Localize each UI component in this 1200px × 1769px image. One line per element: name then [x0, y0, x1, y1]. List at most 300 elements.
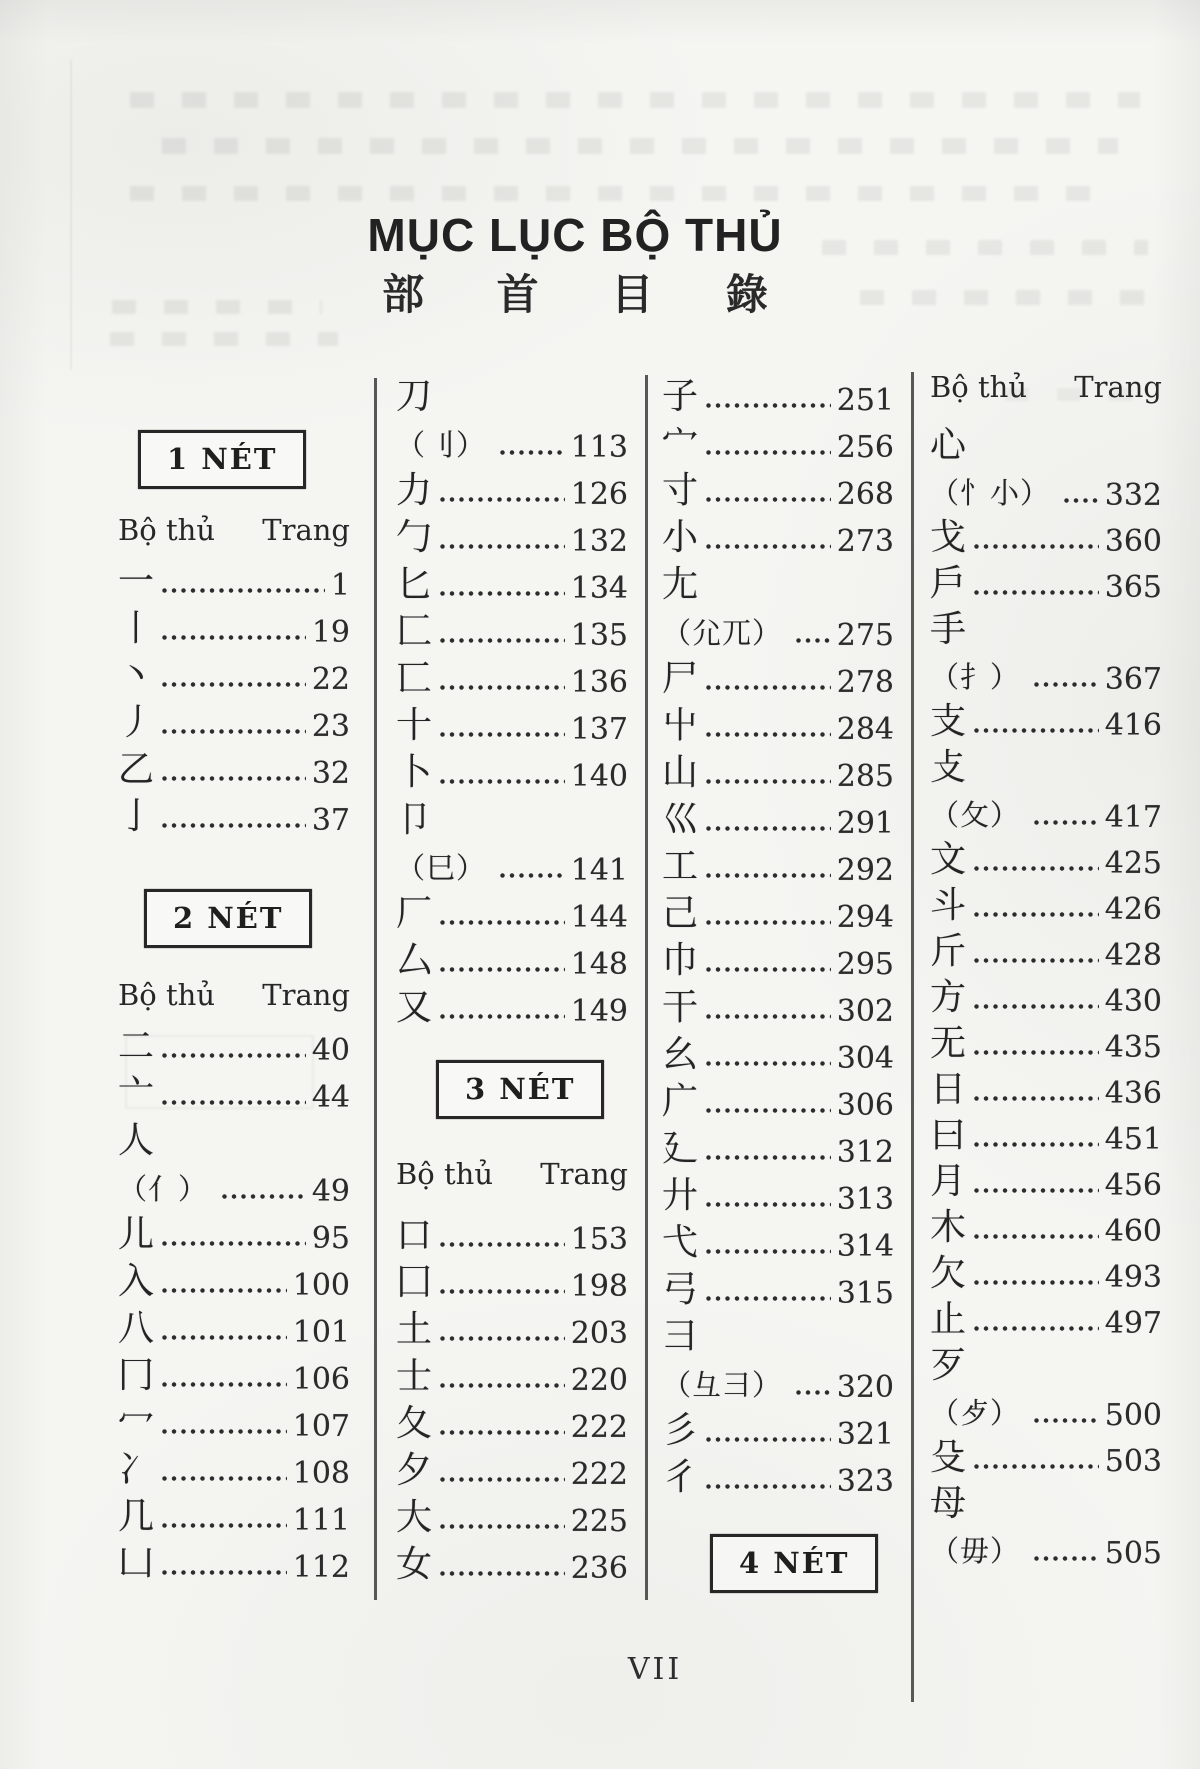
dotted-leader — [500, 450, 565, 455]
radical-entry — [118, 1071, 350, 1118]
radical-entry — [930, 700, 1162, 746]
radical-entry — [396, 374, 628, 468]
radical-entry — [662, 938, 894, 985]
radical-entry — [930, 1298, 1162, 1344]
dotted-leader — [162, 1429, 287, 1434]
page-number: 135 — [570, 618, 628, 653]
radical-entry — [396, 1401, 628, 1448]
page-number: 148 — [570, 947, 628, 982]
dotted-leader — [162, 1288, 287, 1293]
dotted-leader — [974, 1188, 1099, 1193]
radical-variant-glyph: （巳） — [396, 851, 487, 885]
radical-entry — [118, 700, 350, 747]
dotted-leader — [162, 1382, 287, 1387]
dotted-leader — [974, 912, 1099, 917]
radical-entry — [662, 421, 894, 468]
dotted-leader — [440, 497, 565, 502]
dotted-leader — [162, 635, 306, 640]
radical-entry — [930, 976, 1162, 1022]
page-number: 367 — [1104, 662, 1162, 697]
dotted-leader — [440, 1477, 565, 1482]
radical-glyph: 己 — [662, 893, 699, 934]
page-number: 136 — [570, 665, 628, 700]
radical-glyph: 干 — [662, 987, 699, 1028]
radical-variant-glyph: （毋） — [930, 1534, 1021, 1568]
page-number: 435 — [1104, 1030, 1162, 1065]
radical-variant-line — [118, 1165, 350, 1212]
radical-glyph-line — [930, 746, 1162, 792]
radical-glyph: 十 — [396, 705, 433, 746]
radical-glyph: 入 — [118, 1261, 155, 1302]
page-column-label: Trang — [1074, 370, 1162, 404]
page-number: 137 — [570, 712, 628, 747]
radical-entry — [396, 656, 628, 703]
dotted-leader — [706, 544, 831, 549]
dotted-leader — [974, 958, 1099, 963]
radical-entry — [930, 1482, 1162, 1574]
page-number: 141 — [570, 853, 628, 888]
dotted-leader — [796, 638, 831, 643]
page-number: 295 — [836, 947, 894, 982]
radical-glyph-line — [662, 1314, 894, 1361]
radical-glyph: 彡 — [662, 1410, 699, 1451]
radical-entry — [118, 653, 350, 700]
radical-glyph: 曰 — [930, 1115, 967, 1156]
radical-glyph: 夂 — [396, 1403, 433, 1444]
radical-entry — [662, 562, 894, 656]
radical-variant-glyph: （忄小） — [930, 476, 1051, 510]
radical-entry — [930, 1160, 1162, 1206]
radical-variant-line — [930, 654, 1162, 700]
dotted-leader — [1034, 820, 1099, 825]
dotted-leader — [162, 1476, 287, 1481]
radical-glyph: 子 — [662, 376, 699, 417]
radical-entry — [930, 930, 1162, 976]
dotted-leader — [162, 1523, 287, 1528]
radical-entry — [930, 1252, 1162, 1298]
radical-entry — [396, 1307, 628, 1354]
page-column-label: Trang — [262, 978, 350, 1012]
radical-glyph: 方 — [930, 977, 967, 1018]
radical-entry — [118, 559, 350, 606]
radical-glyph: 匕 — [396, 564, 433, 605]
page-column-label: Trang — [540, 1157, 628, 1191]
radical-entry — [118, 1494, 350, 1541]
radical-glyph: 寸 — [662, 470, 699, 511]
radical-entry — [118, 1400, 350, 1447]
radical-glyph: 弓 — [662, 1269, 699, 1310]
radical-glyph: 丿 — [118, 702, 155, 743]
radical-entry — [396, 891, 628, 938]
page-number: 313 — [836, 1182, 894, 1217]
radical-entry — [662, 656, 894, 703]
dotted-leader — [706, 873, 831, 878]
page-number: 44 — [311, 1080, 350, 1115]
radical-glyph-line — [118, 1118, 350, 1165]
radical-glyph: 丶 — [118, 655, 155, 696]
page-number: 100 — [292, 1268, 350, 1303]
radical-glyph: 乙 — [118, 749, 155, 790]
page-number: 428 — [1104, 938, 1162, 973]
radical-index-column-4 — [930, 368, 1162, 1574]
radical-glyph: 力 — [396, 470, 433, 511]
dotted-leader — [706, 1108, 831, 1113]
folio-page-number: VII — [627, 1652, 683, 1687]
radical-glyph: 斗 — [930, 885, 967, 926]
radical-entry — [118, 1353, 350, 1400]
page-number: 312 — [836, 1135, 894, 1170]
page-number: 291 — [836, 806, 894, 841]
dotted-leader — [974, 1142, 1099, 1147]
radical-glyph: 欠 — [930, 1253, 967, 1294]
dotted-leader — [706, 1155, 831, 1160]
radical-variant-line — [930, 1528, 1162, 1574]
radical-entry — [118, 1306, 350, 1353]
page-number: 222 — [570, 1457, 628, 1492]
page-number: 306 — [836, 1088, 894, 1123]
dotted-leader — [440, 1383, 565, 1388]
radical-glyph: 厂 — [396, 893, 433, 934]
page-number: 332 — [1104, 478, 1162, 513]
page-number: 1 — [330, 568, 350, 603]
radical-entry — [662, 1314, 894, 1408]
radical-entry — [662, 1032, 894, 1079]
page-number: 225 — [570, 1504, 628, 1539]
page-column-label: Trang — [262, 513, 350, 547]
radical-glyph: 无 — [930, 1023, 967, 1064]
column-divider — [374, 378, 377, 1600]
page-number: 113 — [570, 430, 628, 465]
dotted-leader — [162, 1241, 306, 1246]
radical-glyph: 匸 — [396, 658, 433, 699]
page-number: 451 — [1104, 1122, 1162, 1157]
page-number: 360 — [1104, 524, 1162, 559]
page-number: 503 — [1104, 1444, 1162, 1479]
radical-glyph: 戈 — [930, 517, 967, 558]
radical-glyph: 巾 — [662, 940, 699, 981]
radical-entry — [662, 703, 894, 750]
radical-entry — [930, 424, 1162, 516]
dotted-leader — [440, 920, 565, 925]
page-number: 108 — [292, 1456, 350, 1491]
dotted-leader — [974, 590, 1099, 595]
radical-glyph: 大 — [396, 1497, 433, 1538]
radical-entry — [118, 747, 350, 794]
page-number: 111 — [292, 1503, 350, 1538]
radical-glyph: 心 — [930, 425, 967, 466]
radical-entry — [662, 797, 894, 844]
radical-glyph: 厶 — [396, 940, 433, 981]
radical-glyph-line — [930, 1344, 1162, 1390]
dotted-leader — [1034, 682, 1099, 687]
page-number: 22 — [311, 662, 350, 697]
radical-entry — [930, 1206, 1162, 1252]
radical-variant-line — [662, 609, 894, 656]
radical-glyph: 人 — [118, 1120, 155, 1161]
radical-entry — [662, 374, 894, 421]
radical-glyph: 亠 — [118, 1073, 155, 1114]
radical-entry — [118, 1118, 350, 1212]
radical-glyph-line — [930, 608, 1162, 654]
radical-glyph: 口 — [396, 1215, 433, 1256]
radical-glyph: 一 — [118, 561, 155, 602]
dotted-leader — [440, 1242, 565, 1247]
radical-glyph: 二 — [118, 1026, 155, 1067]
dotted-leader — [440, 685, 565, 690]
radical-variant-glyph: （攵） — [930, 798, 1021, 832]
page-number: 23 — [311, 709, 350, 744]
dotted-leader — [706, 403, 831, 408]
dotted-leader — [974, 1050, 1099, 1055]
page-number: 416 — [1104, 708, 1162, 743]
dotted-leader — [974, 1280, 1099, 1285]
page-title-chinese: 部 首 目 錄 — [382, 270, 768, 319]
page-number: 278 — [836, 665, 894, 700]
radical-entry — [118, 1541, 350, 1588]
radical-entry — [662, 1455, 894, 1502]
page-number: 153 — [570, 1222, 628, 1257]
page-number: 198 — [570, 1269, 628, 1304]
radical-glyph: 广 — [662, 1081, 699, 1122]
radical-glyph: 儿 — [118, 1214, 155, 1255]
radical-entry — [396, 938, 628, 985]
stroke-count-box: 2 NÉT — [144, 889, 312, 948]
radical-glyph: 勹 — [396, 517, 433, 558]
radical-glyph: 歹 — [930, 1345, 967, 1386]
radical-glyph: 山 — [662, 752, 699, 793]
page-number: 425 — [1104, 846, 1162, 881]
radical-glyph: 文 — [930, 839, 967, 880]
radical-glyph: 彐 — [662, 1316, 699, 1357]
dotted-leader — [162, 823, 306, 828]
radical-entry — [662, 1173, 894, 1220]
dotted-leader — [974, 728, 1099, 733]
radical-glyph: 木 — [930, 1207, 967, 1248]
dotted-leader — [974, 1004, 1099, 1009]
dotted-leader — [706, 920, 831, 925]
radical-variant-glyph: （歺） — [930, 1396, 1021, 1430]
radical-glyph: 止 — [930, 1299, 967, 1340]
radical-entry — [396, 750, 628, 797]
dotted-leader — [440, 1571, 565, 1576]
radical-entry — [930, 608, 1162, 700]
radical-entry — [930, 1114, 1162, 1160]
dotted-leader — [706, 826, 831, 831]
page-number: 284 — [836, 712, 894, 747]
radical-entry — [662, 891, 894, 938]
radical-glyph: 小 — [662, 517, 699, 558]
radical-glyph: 屮 — [662, 705, 699, 746]
radical-variant-line — [930, 470, 1162, 516]
dotted-leader — [440, 1014, 565, 1019]
radical-glyph-line — [930, 1482, 1162, 1528]
dotted-leader — [162, 776, 306, 781]
dotted-leader — [162, 682, 306, 687]
radical-entry — [396, 1354, 628, 1401]
radical-entry — [930, 1344, 1162, 1436]
radical-variant-glyph: （尣兀） — [662, 616, 783, 650]
radical-glyph: 尢 — [662, 564, 699, 605]
radical-entry — [662, 1220, 894, 1267]
page-number: 294 — [836, 900, 894, 935]
page-number: 106 — [292, 1362, 350, 1397]
radical-column-label: Bộ thủ — [396, 1157, 493, 1191]
radical-entry — [118, 794, 350, 841]
radical-glyph: 攴 — [930, 747, 967, 788]
page-number: 365 — [1104, 570, 1162, 605]
radical-glyph: 廴 — [662, 1128, 699, 1169]
page-number: 497 — [1104, 1306, 1162, 1341]
radical-glyph: 亅 — [118, 796, 155, 837]
page-number: 304 — [836, 1041, 894, 1076]
page-number: 40 — [311, 1033, 350, 1068]
dotted-leader — [440, 779, 565, 784]
radical-variant-line — [396, 844, 628, 891]
page-number: 126 — [570, 477, 628, 512]
page-number: 149 — [570, 994, 628, 1029]
page-number: 314 — [836, 1229, 894, 1264]
radical-entry — [396, 1260, 628, 1307]
dotted-leader — [222, 1194, 306, 1199]
radical-entry — [396, 1542, 628, 1589]
radical-entry — [396, 985, 628, 1032]
radical-glyph: 卩 — [396, 799, 433, 840]
bleedthrough-artifact — [110, 332, 338, 346]
radical-glyph: 斤 — [930, 931, 967, 972]
dotted-leader — [1034, 1556, 1099, 1561]
page-number: 426 — [1104, 892, 1162, 927]
radical-entry — [662, 1079, 894, 1126]
page-number: 275 — [836, 618, 894, 653]
dotted-leader — [162, 729, 306, 734]
dotted-leader — [974, 544, 1099, 549]
radical-entry — [930, 884, 1162, 930]
radical-glyph: 巛 — [662, 799, 699, 840]
radical-entry — [930, 562, 1162, 608]
page-number: 107 — [292, 1409, 350, 1444]
page-title-vietnamese: MỤC LỤC BỘ THỦ — [367, 209, 783, 261]
radical-entry — [662, 1126, 894, 1173]
dotted-leader — [706, 1296, 831, 1301]
dotted-leader — [706, 450, 831, 455]
dotted-leader — [706, 1014, 831, 1019]
radical-glyph: 月 — [930, 1161, 967, 1202]
radical-index-column-2 — [396, 374, 628, 1589]
dotted-leader — [162, 1053, 306, 1058]
radical-glyph: 冂 — [118, 1355, 155, 1396]
dotted-leader — [162, 1335, 287, 1340]
radical-glyph: 卜 — [396, 752, 433, 793]
page-number: 95 — [311, 1221, 350, 1256]
page-number: 320 — [836, 1370, 894, 1405]
radical-glyph-line — [396, 374, 628, 421]
radical-entry — [396, 562, 628, 609]
radical-entry — [396, 609, 628, 656]
radical-entry — [396, 1448, 628, 1495]
radical-glyph: 士 — [396, 1356, 433, 1397]
page-number: 101 — [292, 1315, 350, 1350]
column-divider — [645, 375, 648, 1600]
radical-entry — [662, 1267, 894, 1314]
column-header — [118, 976, 350, 1012]
page-number: 493 — [1104, 1260, 1162, 1295]
page-number: 268 — [836, 477, 894, 512]
dotted-leader — [706, 1249, 831, 1254]
page-number: 256 — [836, 430, 894, 465]
radical-entry — [396, 1495, 628, 1542]
radical-variant-line — [930, 792, 1162, 838]
radical-entry — [930, 838, 1162, 884]
dotted-leader — [706, 1061, 831, 1066]
page-number: 417 — [1104, 800, 1162, 835]
page-number: 220 — [570, 1363, 628, 1398]
dotted-leader — [706, 685, 831, 690]
radical-glyph: 匚 — [396, 611, 433, 652]
page-number: 321 — [836, 1417, 894, 1452]
bleedthrough-artifact — [130, 92, 1140, 108]
radical-entry — [930, 746, 1162, 838]
page-number: 37 — [311, 803, 350, 838]
dotted-leader — [440, 1289, 565, 1294]
radical-glyph: 尸 — [662, 658, 699, 699]
radical-glyph: 工 — [662, 846, 699, 887]
radical-index-column-1 — [118, 430, 350, 1588]
radical-column-label: Bộ thủ — [930, 370, 1027, 404]
dotted-leader — [706, 779, 831, 784]
radical-glyph: 廾 — [662, 1175, 699, 1216]
radical-entry — [662, 750, 894, 797]
radical-glyph: 凵 — [118, 1543, 155, 1584]
radical-glyph: 殳 — [930, 1437, 967, 1478]
radical-entry — [118, 606, 350, 653]
radical-entry — [396, 515, 628, 562]
radical-glyph: 夕 — [396, 1450, 433, 1491]
radical-column-label: Bộ thủ — [118, 513, 215, 547]
radical-entry — [118, 1212, 350, 1259]
radical-variant-line — [930, 1390, 1162, 1436]
page-number: 273 — [836, 524, 894, 559]
dotted-leader — [974, 1464, 1099, 1469]
page-number: 302 — [836, 994, 894, 1029]
radical-glyph-line — [662, 562, 894, 609]
radical-entry — [396, 703, 628, 750]
dotted-leader — [440, 1524, 565, 1529]
page-number: 132 — [570, 524, 628, 559]
radical-glyph: 又 — [396, 987, 433, 1028]
dotted-leader — [706, 732, 831, 737]
radical-column-label: Bộ thủ — [118, 978, 215, 1012]
radical-glyph: 八 — [118, 1308, 155, 1349]
page-number: 236 — [570, 1551, 628, 1586]
dotted-leader — [1064, 498, 1099, 503]
radical-glyph: 支 — [930, 701, 967, 742]
dotted-leader — [500, 873, 565, 878]
radical-glyph: 土 — [396, 1309, 433, 1350]
page-number: 292 — [836, 853, 894, 888]
page-number: 323 — [836, 1464, 894, 1499]
radical-glyph: 囗 — [396, 1262, 433, 1303]
radical-entry — [662, 844, 894, 891]
radical-entry — [118, 1259, 350, 1306]
radical-variant-line — [396, 421, 628, 468]
dotted-leader — [440, 732, 565, 737]
page-number: 222 — [570, 1410, 628, 1445]
radical-glyph: 冖 — [118, 1402, 155, 1443]
radical-entry — [396, 1213, 628, 1260]
radical-variant-glyph: （刂） — [396, 428, 487, 462]
radical-glyph: 幺 — [662, 1034, 699, 1075]
dotted-leader — [706, 1484, 831, 1489]
